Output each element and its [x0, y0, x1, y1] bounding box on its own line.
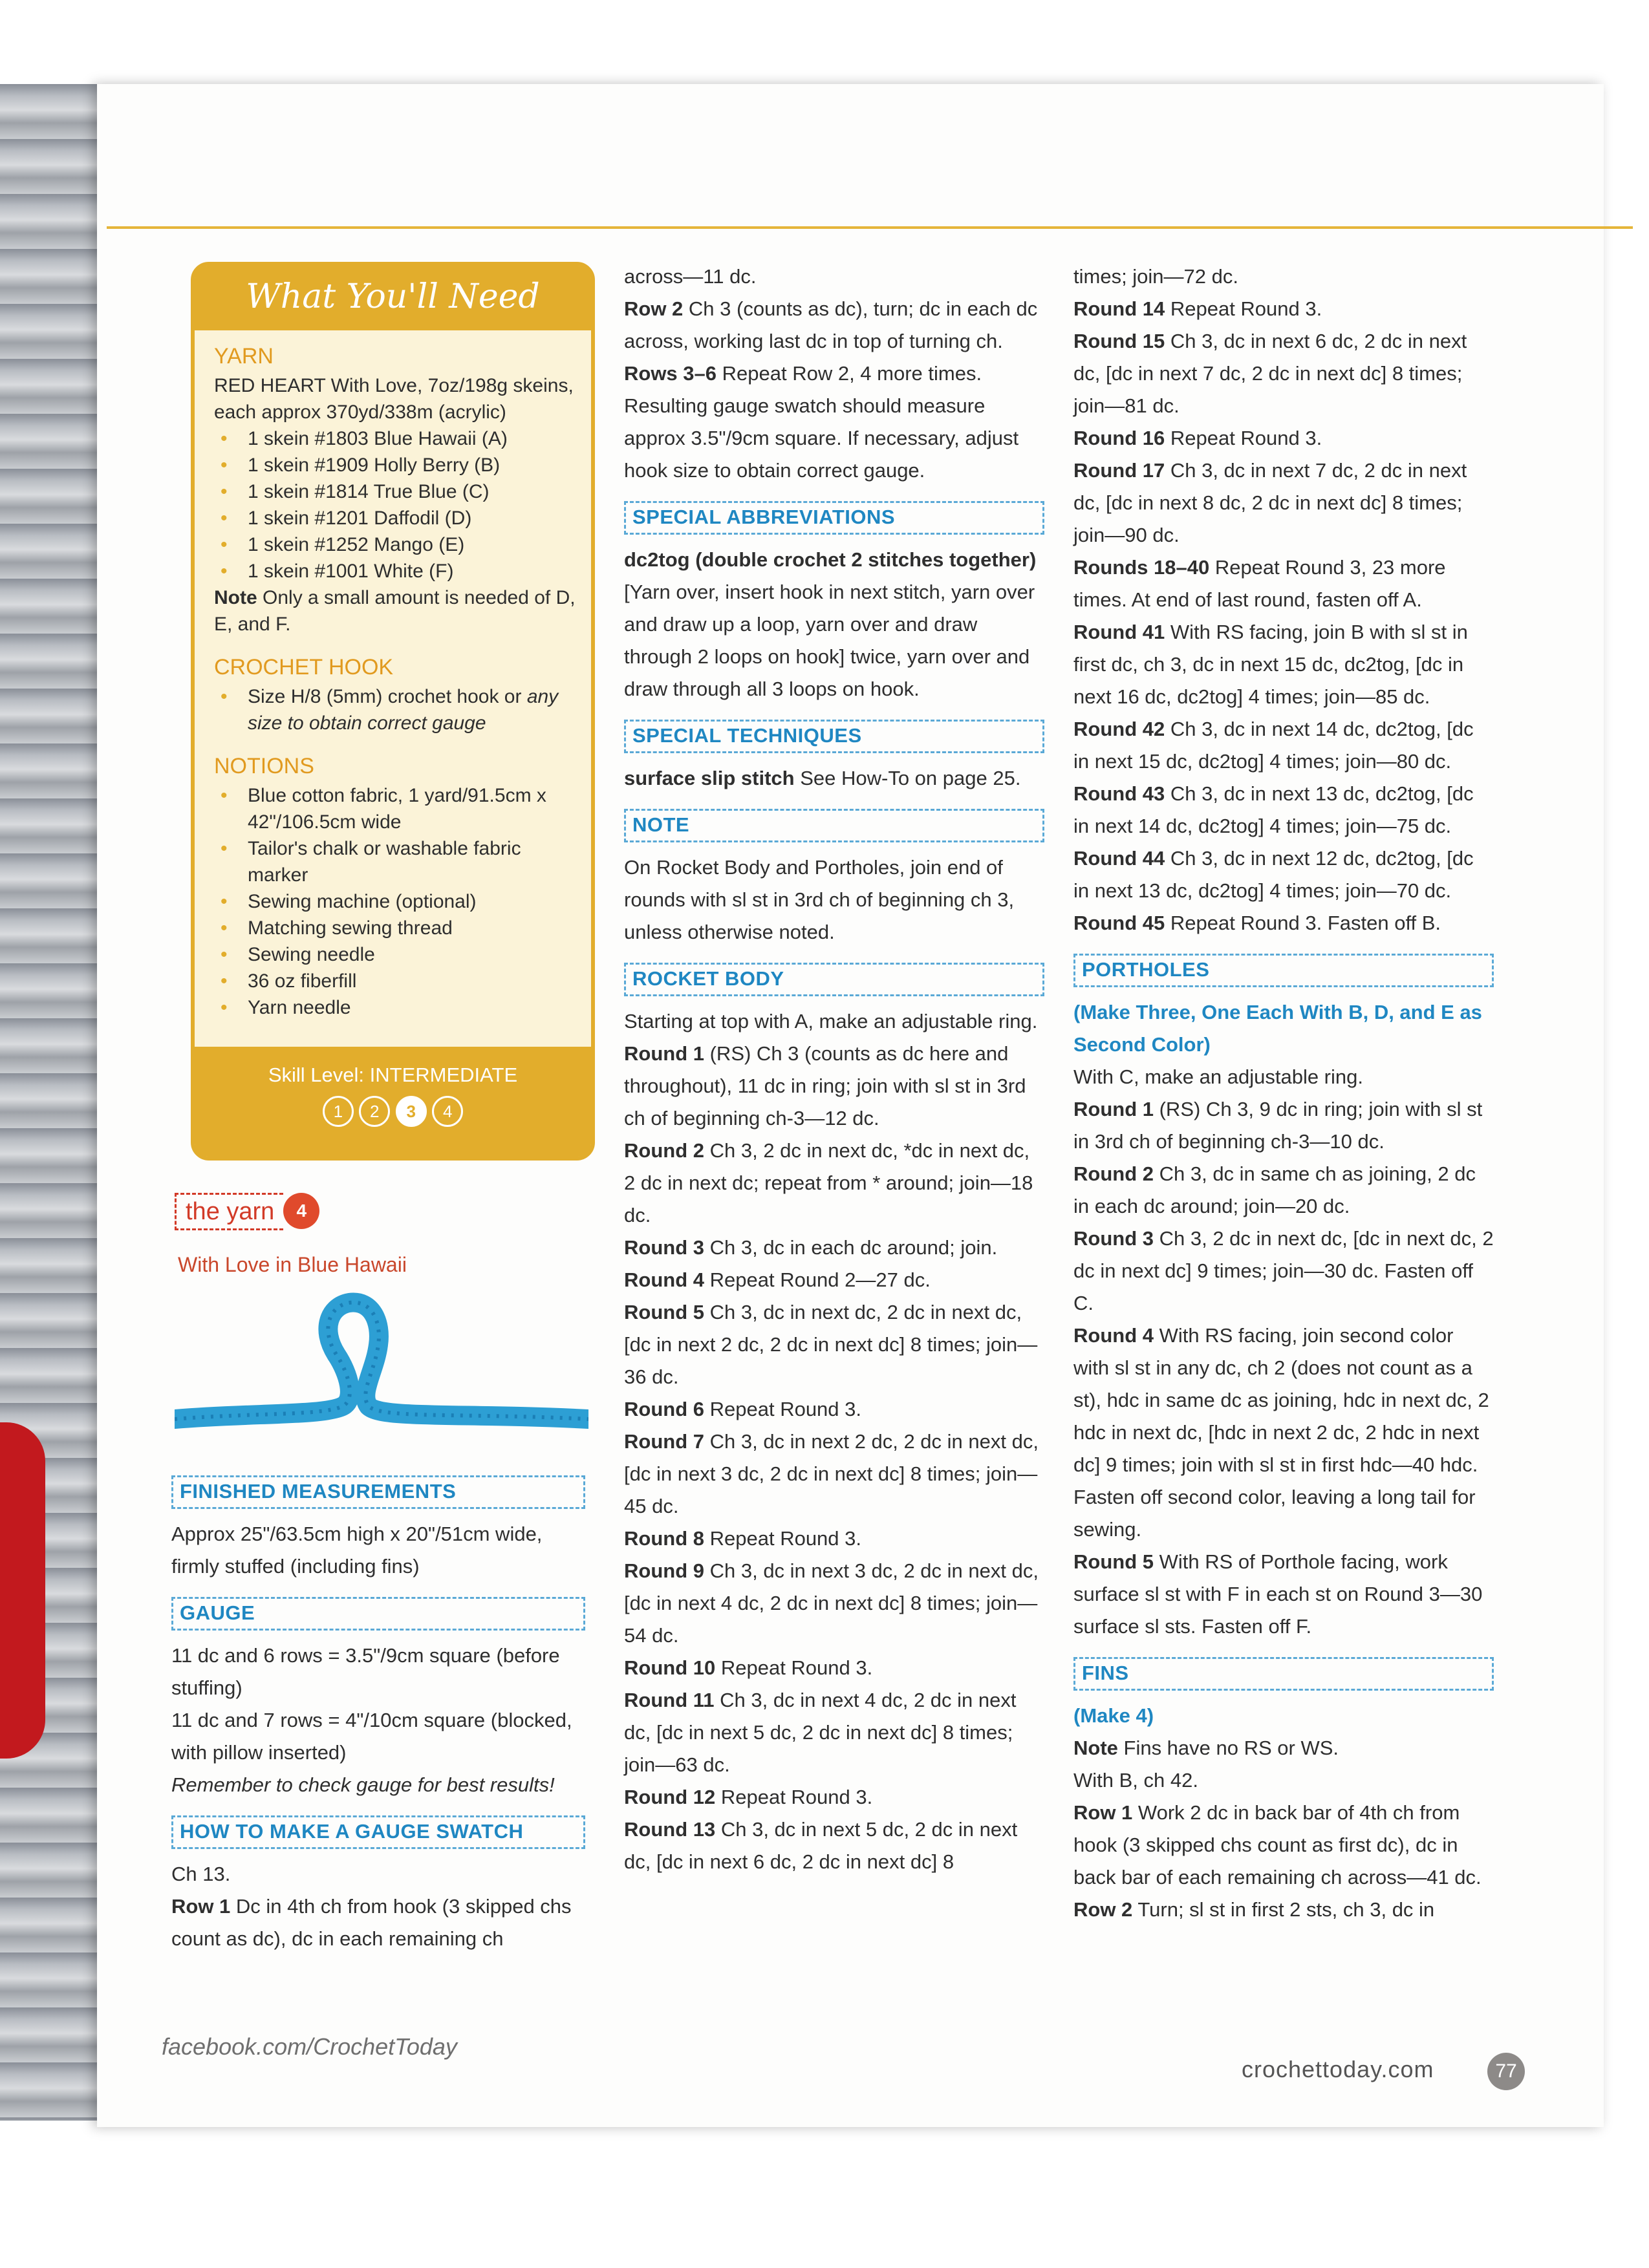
step-label: Round 4 [624, 1268, 704, 1291]
step-text: Repeat Round 3. [1165, 427, 1322, 449]
step-text: Repeat Round 3. [704, 1398, 862, 1420]
row-label: Row 1 [171, 1895, 231, 1918]
step-text: Repeat Round 3. [715, 1786, 873, 1808]
gauge-text-1: 11 dc and 6 rows = 3.5"/9cm square (before stuffing) [171, 1644, 560, 1699]
abbreviation-entry [624, 544, 1044, 705]
step-label: Round 14 [1073, 297, 1165, 320]
rocket-body-rounds [624, 1038, 1044, 1878]
binding-spine [0, 84, 103, 2121]
step-text: Ch 3, dc in next 5 dc, 2 dc in next dc, [dc in next 6 dc, 2 dc in next dc] 8 [624, 1818, 1018, 1873]
step-label: Round 45 [1073, 912, 1165, 934]
what-youll-need-box [191, 262, 595, 1161]
notions-list [214, 782, 583, 1021]
step-label: Round 7 [624, 1430, 704, 1453]
step-label: Round 5 [624, 1301, 704, 1323]
step-text: Repeat Round 3, 23 more times. At end of last round, fasten off A. [1073, 556, 1446, 611]
step-text: Repeat Round 3. Fasten off B. [1165, 912, 1441, 934]
step-text: Repeat Round 3. [704, 1527, 862, 1550]
step-text: With RS facing, join B with sl st in first dc, ch 3, dc in next 15 dc, dc2tog, [dc in next 16 dc, dc2tog] 4 times; join—85 dc. [1073, 621, 1468, 708]
note-heading: NOTE [624, 809, 1044, 842]
yarn-note [214, 584, 583, 637]
step-label: Round 15 [1073, 330, 1165, 352]
instruction-step [624, 1135, 1044, 1232]
step-text: Ch 3, dc in next dc, 2 dc in next dc, [dc in next 2 dc, 2 dc in next dc] 8 times; join—36 dc. [624, 1301, 1038, 1388]
step-text: Turn; sl st in first 2 sts, ch 3, dc in [1132, 1898, 1435, 1921]
yarn-badge [175, 1193, 319, 1232]
fins-subheading: (Make 4) [1073, 1704, 1154, 1727]
notions-item: • 36 oz fiberfill [214, 968, 583, 994]
instruction-step [1073, 551, 1494, 616]
need-content [214, 337, 583, 1021]
step-text: Work 2 dc in back bar of 4th ch from hook (3 skipped chs count as first dc), dc in back bar of each remaining ch across—41 dc. [1073, 1801, 1482, 1888]
column-1 [171, 1461, 585, 1955]
column-2 [624, 261, 1044, 1878]
swatch-row-2 [624, 293, 1044, 358]
instruction-step [624, 1426, 1044, 1523]
instruction-step [1073, 1093, 1494, 1158]
step-text: Repeat Round 2—27 dc. [704, 1268, 931, 1291]
instruction-step [624, 1523, 1044, 1555]
instruction-step [624, 1038, 1044, 1135]
step-label: Round 17 [1073, 459, 1165, 482]
yarn-item: • 1 skein #1814 True Blue (C) [214, 478, 583, 505]
instruction-step [1073, 1320, 1494, 1546]
red-object-edge [0, 1422, 45, 1759]
step-label: Round 16 [1073, 427, 1165, 449]
notions-heading: NOTIONS [214, 754, 314, 778]
step-text: Ch 3, 2 dc in next dc, [dc in next dc, 2 dc in next dc] 9 times; join—30 dc. Fasten off C. [1073, 1227, 1494, 1314]
hook-item [214, 683, 583, 736]
instruction-step [1073, 778, 1494, 842]
step-label: Round 41 [1073, 621, 1165, 643]
notions-item: • Matching sewing thread [214, 915, 583, 941]
instruction-step [624, 1652, 1044, 1684]
note-label: Note [214, 587, 257, 608]
gauge-heading: GAUGE [171, 1597, 585, 1631]
fins-intro: With B, ch 42. [1073, 1769, 1198, 1792]
row-text: Dc in 4th ch from hook (3 skipped chs count as dc), dc in each remaining ch [171, 1895, 572, 1950]
step-label: Row 1 [1073, 1801, 1133, 1824]
hook-list [214, 683, 583, 736]
skill-level-circles [195, 1096, 591, 1127]
instruction-step [624, 1813, 1044, 1878]
special-techniques-heading: SPECIAL TECHNIQUES [624, 720, 1044, 753]
rocket-body-rounds-cont [1073, 293, 1494, 939]
skill-level-circle: 2 [359, 1096, 390, 1127]
hook-heading: CROCHET HOOK [214, 655, 394, 679]
notions-item: • Blue cotton fabric, 1 yard/91.5cm x 42"/106.5cm wide [214, 782, 583, 835]
yarn-description: RED HEART With Love, 7oz/198g skeins, each approx 370yd/338m (acrylic) [214, 375, 574, 423]
yarn-heading: YARN [214, 344, 274, 369]
step-text: With RS of Porthole facing, work surface sl st with F in each st on Round 3—30 surface sl sts. Fasten off F. [1073, 1550, 1483, 1638]
page-number: 77 [1487, 2053, 1525, 2090]
portholes-subheading: (Make Three, One Each With B, D, and E as Second Color) [1073, 1001, 1482, 1056]
notions-item: • Tailor's chalk or washable fabric marker [214, 835, 583, 888]
swatch-rows-3-6 [624, 358, 1044, 487]
instruction-step [1073, 713, 1494, 778]
portholes-intro: With C, make an adjustable ring. [1073, 1065, 1363, 1088]
fins-rows [1073, 1797, 1494, 1926]
step-text: With RS facing, join second color with sl st in any dc, ch 2 (does not count as a st), hdc in same dc as joining, hdc in next dc, 2 hdc in next dc, [hdc in next 2 dc, 2 hdc in next dc] 9 times; join with sl st in first hdc—40 hdc. Fasten off second color, leaving a long tail for sewing. [1073, 1324, 1489, 1541]
continued-text: across—11 dc. [624, 265, 757, 288]
step-label: Round 3 [1073, 1227, 1154, 1250]
skill-level-circle: 1 [323, 1096, 354, 1127]
yarn-name: With Love in Blue Hawaii [178, 1253, 407, 1276]
hook-item-italic: any size to obtain correct gauge [248, 686, 559, 734]
continued-text: times; join—72 dc. [1073, 265, 1238, 288]
rocket-body-heading: ROCKET BODY [624, 963, 1044, 996]
yarn-weight-icon: 4 [283, 1193, 319, 1229]
instruction-step [1073, 1797, 1494, 1894]
step-text: (RS) Ch 3 (counts as dc here and throughout), 11 dc in ring; join with sl st in 3rd ch of beginning ch-3—12 dc. [624, 1042, 1026, 1129]
step-label: Round 10 [624, 1656, 716, 1679]
step-label: Round 8 [624, 1527, 704, 1550]
note-label: Note [1073, 1737, 1118, 1759]
footer-facebook-link[interactable]: facebook.com/CrochetToday [162, 2033, 457, 2060]
instruction-step [624, 1555, 1044, 1652]
portholes-rounds [1073, 1093, 1494, 1643]
step-label: Rounds 18–40 [1073, 556, 1210, 579]
instruction-step [1073, 422, 1494, 455]
instruction-step [1073, 455, 1494, 551]
instruction-step [1073, 616, 1494, 713]
instruction-step [624, 1781, 1044, 1813]
need-title-bar [195, 266, 591, 330]
yarn-item: • 1 skein #1252 Mango (E) [214, 531, 583, 558]
finished-measurements-heading: FINISHED MEASUREMENTS [171, 1475, 585, 1509]
portholes-heading: PORTHOLES [1073, 954, 1494, 987]
row-text: Repeat Row 2, 4 more times. Resulting gauge swatch should measure approx 3.5"/9cm square. If necessary, adjust hook size to obtain correct gauge. [624, 362, 1019, 482]
instruction-step [624, 1296, 1044, 1393]
skill-level-bar [195, 1047, 591, 1157]
step-text: Ch 3, dc in next 7 dc, 2 dc in next dc, [dc in next 8 dc, 2 dc in next dc] 8 times; join—90 dc. [1073, 459, 1467, 546]
notions-item: • Yarn needle [214, 994, 583, 1021]
yarn-item: • 1 skein #1909 Holly Berry (B) [214, 452, 583, 478]
instruction-step [1073, 1223, 1494, 1320]
notions-item: • Sewing needle [214, 941, 583, 968]
fins-note [1073, 1732, 1494, 1764]
yarn-item: • 1 skein #1201 Daffodil (D) [214, 505, 583, 531]
note-text: Fins have no RS or WS. [1117, 1737, 1339, 1759]
step-text: Ch 3, dc in next 2 dc, 2 dc in next dc, [dc in next 3 dc, 2 dc in next dc] 8 times; join—45 dc. [624, 1430, 1039, 1517]
special-abbreviations-heading: SPECIAL ABBREVIATIONS [624, 501, 1044, 535]
step-text: Ch 3, dc in next 3 dc, 2 dc in next dc, [dc in next 4 dc, 2 dc in next dc] 8 times; join—54 dc. [624, 1559, 1039, 1647]
step-label: Row 2 [1073, 1898, 1133, 1921]
skill-level-label: Skill Level: INTERMEDIATE [268, 1064, 518, 1086]
footer-website-link[interactable]: crochettoday.com [1242, 2056, 1434, 2082]
technique-label: surface slip stitch [624, 767, 795, 789]
notions-item: • Sewing machine (optional) [214, 888, 583, 915]
skill-level-circle-active: 3 [396, 1096, 427, 1127]
step-text: Repeat Round 3. [1165, 297, 1322, 320]
row-label: Rows 3–6 [624, 362, 717, 385]
rocket-body-intro: Starting at top with A, make an adjustable ring. [624, 1010, 1038, 1032]
step-text: Ch 3, dc in next 4 dc, 2 dc in next dc, [dc in next 5 dc, 2 dc in next dc] 8 times; join—63 dc. [624, 1689, 1017, 1776]
column-3 [1073, 261, 1494, 1926]
yarn-sample-image [175, 1290, 588, 1458]
swatch-row-1 [171, 1890, 585, 1955]
swatch-chain: Ch 13. [171, 1863, 231, 1885]
yarn-item: • 1 skein #1803 Blue Hawaii (A) [214, 425, 583, 452]
step-label: Round 4 [1073, 1324, 1154, 1347]
finished-measurements-text: Approx 25"/63.5cm high x 20"/51cm wide, firmly stuffed (including fins) [171, 1523, 543, 1578]
step-label: Round 2 [1073, 1162, 1154, 1185]
fins-heading: FINS [1073, 1657, 1494, 1691]
gauge-swatch-heading: HOW TO MAKE A GAUGE SWATCH [171, 1815, 585, 1849]
row-label: Row 2 [624, 297, 684, 320]
note-text: Only a small amount is needed of D, E, and F. [214, 587, 576, 635]
instruction-step [624, 1684, 1044, 1781]
abbreviation-label: dc2tog (double crochet 2 stitches together) [624, 548, 1037, 571]
instruction-step [1073, 1546, 1494, 1643]
abbreviation-text: [Yarn over, insert hook in next stitch, yarn over and draw up a loop, yarn over and draw through 2 loops on hook] twice, yarn over and draw through all 3 loops on hook. [624, 581, 1035, 700]
step-text: Ch 3, dc in same ch as joining, 2 dc in each dc around; join—20 dc. [1073, 1162, 1476, 1217]
yarn-tag: the yarn [175, 1193, 283, 1230]
instruction-step [1073, 907, 1494, 939]
yarn-list [214, 425, 583, 584]
step-label: Round 44 [1073, 847, 1165, 870]
step-label: Round 13 [624, 1818, 716, 1841]
step-label: Round 9 [624, 1559, 704, 1582]
step-label: Round 1 [1073, 1098, 1154, 1120]
step-text: Ch 3, dc in next 12 dc, dc2tog, [dc in next 13 dc, dc2tog] 4 times; join—70 dc. [1073, 847, 1474, 902]
top-rule [107, 226, 1633, 229]
step-label: Round 3 [624, 1236, 704, 1259]
skill-level-circle: 4 [432, 1096, 463, 1127]
step-label: Round 43 [1073, 782, 1165, 805]
instruction-step [624, 1232, 1044, 1264]
step-text: Ch 3, dc in next 13 dc, dc2tog, [dc in next 14 dc, dc2tog] 4 times; join—75 dc. [1073, 782, 1474, 837]
step-text: Repeat Round 3. [715, 1656, 873, 1679]
instruction-step [1073, 325, 1494, 422]
step-text: (RS) Ch 3, 9 dc in ring; join with sl st in 3rd ch of beginning ch-3—10 dc. [1073, 1098, 1483, 1153]
note-text: On Rocket Body and Portholes, join end of rounds with sl st in 3rd ch of beginning ch 3, unless otherwise noted. [624, 856, 1015, 943]
step-label: Round 12 [624, 1786, 716, 1808]
instruction-step [1073, 1894, 1494, 1926]
instruction-step [1073, 842, 1494, 907]
row-text: Ch 3 (counts as dc), turn; dc in each dc across, working last dc in top of turning ch. [624, 297, 1038, 352]
need-title: What You'll Need [246, 277, 540, 316]
hook-item-text: Size H/8 (5mm) crochet hook or [248, 686, 527, 707]
technique-text: See How-To on page 25. [794, 767, 1021, 789]
gauge-reminder: Remember to check gauge for best results! [171, 1773, 555, 1796]
step-text: Ch 3, dc in each dc around; join. [704, 1236, 998, 1259]
step-label: Round 6 [624, 1398, 704, 1420]
step-text: Ch 3, 2 dc in next dc, *dc in next dc, 2 dc in next dc; repeat from * around; join—18 dc. [624, 1139, 1033, 1226]
step-label: Round 5 [1073, 1550, 1154, 1573]
yarn-item: • 1 skein #1001 White (F) [214, 558, 583, 584]
technique-entry [624, 762, 1044, 795]
instruction-step [624, 1393, 1044, 1426]
instruction-step [1073, 293, 1494, 325]
gauge-text-2: 11 dc and 7 rows = 4"/10cm square (blocked, with pillow inserted) [171, 1709, 572, 1764]
step-label: Round 42 [1073, 718, 1165, 740]
step-text: Ch 3, dc in next 6 dc, 2 dc in next dc, [dc in next 7 dc, 2 dc in next dc] 8 times; join—81 dc. [1073, 330, 1467, 417]
step-label: Round 2 [624, 1139, 704, 1162]
step-label: Round 1 [624, 1042, 704, 1065]
step-text: Ch 3, dc in next 14 dc, dc2tog, [dc in next 15 dc, dc2tog] 4 times; join—80 dc. [1073, 718, 1474, 773]
instruction-step [624, 1264, 1044, 1296]
instruction-step [1073, 1158, 1494, 1223]
step-label: Round 11 [624, 1689, 715, 1711]
